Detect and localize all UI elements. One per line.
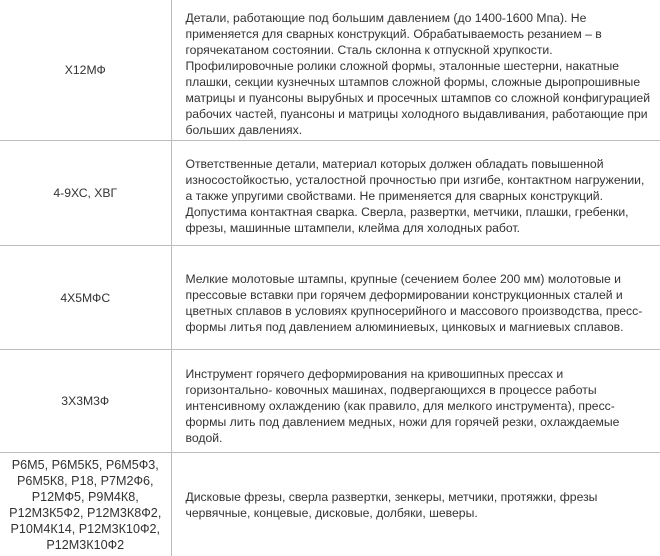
steel-grade-cell: 3Х3М3Ф: [0, 350, 171, 453]
steel-grade-cell: Р6М5, Р6М5К5, Р6М5Ф3, Р6М5К8, Р18, Р7М2Ф6, Р12МФ5, Р9М4К8, Р12М3К5Ф2, Р12М3К8Ф2, Р10М4К14, Р12М3К10Ф2, Р12М3К10Ф2: [0, 453, 171, 556]
application-description-cell: Дисковые фрезы, сверла развертки, зенкеры, метчики, протяжки, фрезы червячные, концевые, дисковые, долбяки, шеверы.: [171, 453, 660, 556]
application-description-cell: Мелкие молотовые штампы, крупные (сечением более 200 мм) молотовые и прессовые вставки при горячем деформировании конструкционных сталей и цветных сплавов в условиях крупносерийного и массового производства, пресс-формы литья под давлением алюминиевых, цинковых и магниевых сплавов.: [171, 246, 660, 350]
application-description-cell: Детали, работающие под большим давлением (до 1400-1600 Мпа). Не применяется для сварных конструкций. Обрабатываемость резанием – в горячекатаном состоянии. Сталь склонна к отпускной хрупкости. Профилировочные ролики сложной формы, эталонные шестерни, накатные плашки, секции кузнечных штампов сложной формы, сложные дыропрошивные матрицы и пуансоны вырубных и просечных штампов со сложной конфигурацией рабочих частей, пуансоны и матрицы холодного выдавливания, работающие при больших давлениях.: [171, 0, 660, 141]
table-row: [0, 453, 660, 556]
table-row: [0, 141, 660, 246]
application-description-cell: Ответственные детали, материал которых должен обладать повышенной износостойкостью, усталостной прочностью при изгибе, контактном нагружении, а также упругими свойствами. Не применяется для сварных конструкций. Допустима контактная сварка. Сверла, развертки, метчики, плашки, гребенки, фрезы, машинные штампели, клейма для холодных работ.: [171, 141, 660, 246]
steel-grade-cell: 4Х5МФС: [0, 246, 171, 350]
steel-grade-cell: Х12МФ: [0, 0, 171, 141]
table-row: [0, 246, 660, 350]
application-description-cell: Инструмент горячего деформирования на кривошипных прессах и горизонтально- ковочных машинах, подвергающихся в процессе работы интенсивному охлаждению (как правило, для мелкого инструмента), пресс-формы лить под давлением медных, ножи для горячей резки, охлаждаемые водой.: [171, 350, 660, 453]
table-row: [0, 0, 660, 141]
steel-grade-cell: 4-9ХС, ХВГ: [0, 141, 171, 246]
table-row: [0, 350, 660, 453]
